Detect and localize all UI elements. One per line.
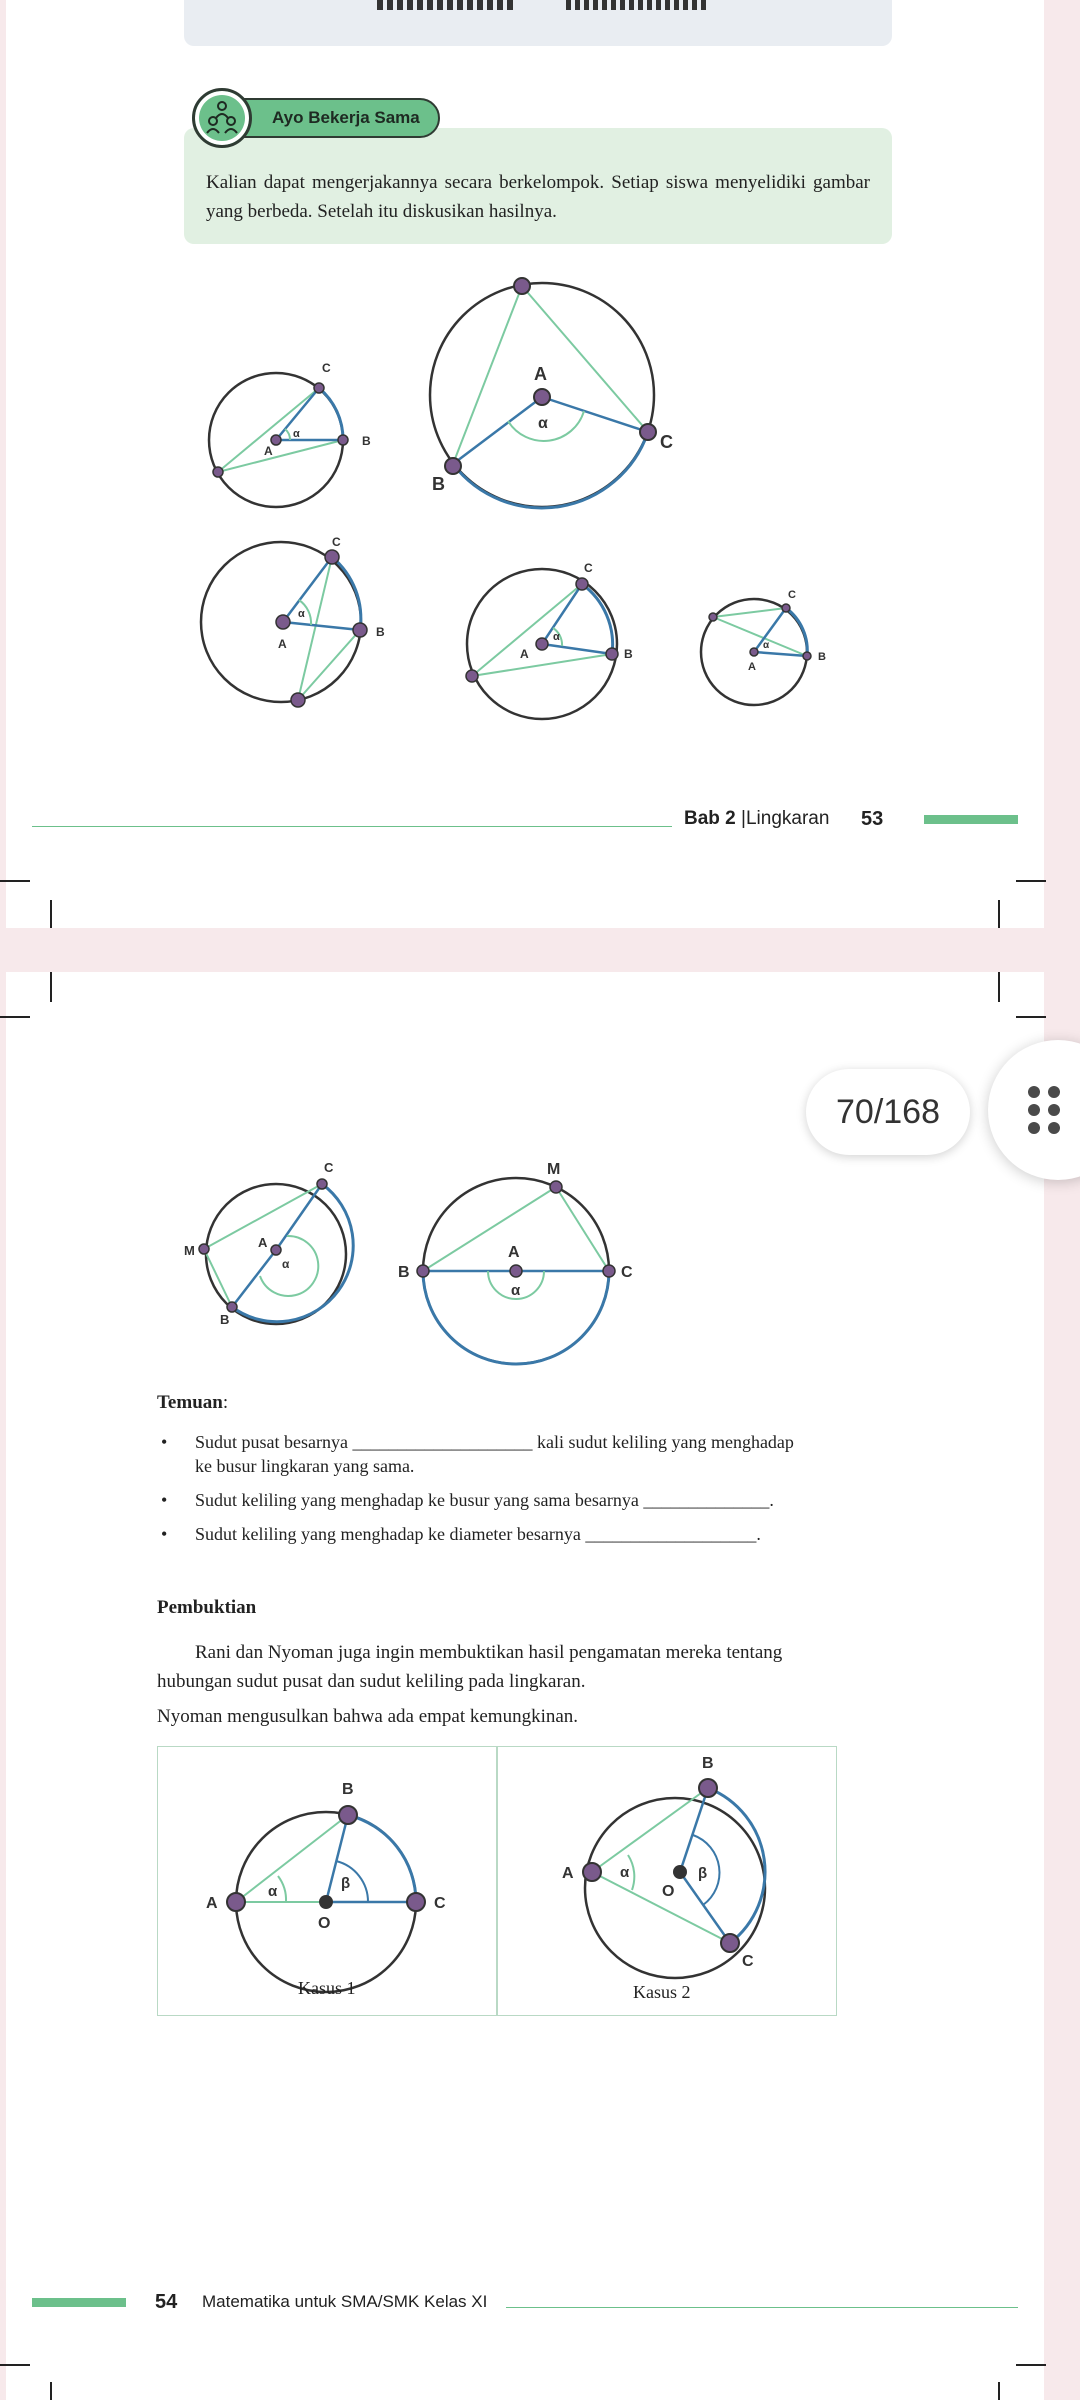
- figure-circle-6: [184, 1160, 353, 1327]
- footer-book-title: Matematika untuk SMA/SMK Kelas XI: [202, 2292, 488, 2311]
- circle-figures-page53: [6, 260, 1044, 720]
- crop-mark: [1016, 2364, 1046, 2366]
- footer-chapter-title: Lingkaran: [745, 808, 830, 829]
- crop-mark: [998, 2382, 1000, 2400]
- footer-accent-bar: [32, 2298, 126, 2307]
- label-a: A: [206, 1895, 218, 1912]
- label-alpha: α: [763, 640, 770, 651]
- circle-figures-page54: [6, 1122, 1044, 1352]
- label-m: M: [184, 1243, 195, 1258]
- proof-paragraph-2: Nyoman mengusulkan bahwa ada empat kemungkinan.: [157, 1706, 579, 1727]
- figure-circle-1: [209, 361, 371, 507]
- group-work-title: Ayo Bekerja Sama: [272, 108, 420, 127]
- label-b: B: [624, 647, 633, 661]
- label-a: A: [534, 364, 547, 384]
- label-b: B: [220, 1312, 230, 1327]
- findings-list: [157, 1430, 877, 1546]
- label-b: B: [818, 651, 826, 663]
- crop-mark: [1016, 880, 1046, 882]
- label-c: C: [584, 561, 593, 575]
- qr-code-right-icon: [566, 0, 706, 10]
- qr-code-panel: [184, 0, 892, 46]
- figure-circle-5: [701, 589, 826, 705]
- crop-mark: [998, 972, 1000, 1002]
- case-2-figure: [562, 1755, 765, 1978]
- label-b: B: [432, 474, 445, 494]
- figure-circle-2: [430, 278, 673, 508]
- label-alpha: α: [538, 415, 548, 432]
- label-beta: β: [341, 1875, 351, 1892]
- label-m: M: [547, 1161, 561, 1178]
- label-b: B: [702, 1755, 714, 1772]
- label-alpha: α: [282, 1257, 290, 1271]
- footer-chapter-label: Bab 2: [684, 808, 736, 829]
- list-item: • Sudut keliling yang menghadap ke diameter besarnya ___________________.: [161, 1524, 761, 1544]
- label-a: A: [278, 637, 287, 651]
- label-b: B: [342, 1781, 354, 1798]
- proof-paragraph-1: Rani dan Nyoman juga ingin membuktikan hasil pengamatan mereka tentang hubungan sudut pusat dan sudut keliling pada lingkaran.: [157, 1642, 783, 1692]
- figure-circle-3: [201, 535, 385, 707]
- label-o: O: [662, 1883, 675, 1900]
- label-c: C: [788, 589, 796, 601]
- footer-separator: |: [741, 808, 746, 829]
- label-alpha: α: [293, 428, 300, 440]
- label-alpha: α: [298, 608, 305, 620]
- figure-circle-7: [398, 1161, 633, 1364]
- label-b: B: [362, 434, 371, 448]
- label-alpha: α: [620, 1864, 630, 1881]
- label-a: A: [258, 1235, 268, 1250]
- findings-colon: :: [222, 1392, 229, 1413]
- label-alpha: α: [511, 1282, 521, 1299]
- page-number: 54: [155, 2291, 178, 2313]
- crop-mark: [0, 880, 30, 882]
- label-c: C: [621, 1264, 633, 1281]
- label-b: B: [376, 625, 385, 639]
- book-page-54: [6, 972, 1044, 2400]
- label-c: C: [332, 535, 341, 549]
- label-a: A: [508, 1244, 520, 1261]
- label-a: A: [520, 647, 529, 661]
- footer-rule: [32, 826, 672, 827]
- qr-code-left-icon: [377, 0, 517, 10]
- label-alpha: α: [553, 631, 560, 643]
- findings-heading: Temuan:: [157, 1392, 229, 1413]
- label-c: C: [742, 1953, 754, 1970]
- cases-figures: [157, 1746, 837, 2016]
- crop-mark: [998, 900, 1000, 928]
- page-counter-pill: [806, 1069, 970, 1155]
- footer-chapter: [684, 808, 829, 830]
- label-alpha: α: [268, 1883, 278, 1900]
- case-2-label: Kasus 2: [633, 1982, 691, 2002]
- case-1-figure: [206, 1781, 446, 1992]
- group-work-text: Kalian dapat mengerjakannya secara berkelompok. Setiap siswa menyelidiki gambar yang berbeda. Setelah itu diskusikan hasilnya.: [206, 172, 870, 222]
- footer-accent-bar: [924, 815, 1018, 824]
- list-item: • Sudut keliling yang menghadap ke busur yang sama besarnya ______________.: [161, 1490, 774, 1510]
- footer-rule: [506, 2307, 1018, 2308]
- page-counter: 70/168: [836, 1092, 940, 1131]
- label-b: B: [398, 1264, 410, 1281]
- label-a: A: [264, 444, 273, 458]
- crop-mark: [0, 1016, 30, 1018]
- list-item: • Sudut pusat besarnya ____________________ kali sudut keliling yang menghadap ke busur lingkaran yang sama.: [161, 1432, 794, 1476]
- case-1-label: Kasus 1: [298, 1978, 356, 1998]
- crop-mark: [0, 2364, 30, 2366]
- label-a: A: [562, 1865, 574, 1882]
- label-c: C: [322, 361, 331, 375]
- crop-mark: [1016, 1016, 1046, 1018]
- label-c: C: [434, 1895, 446, 1912]
- label-c: C: [324, 1160, 334, 1175]
- proof-heading: Pembuktian: [157, 1597, 257, 1618]
- label-beta: β: [698, 1865, 708, 1882]
- label-a: A: [748, 661, 756, 673]
- crop-mark: [50, 900, 52, 928]
- group-people-icon: [192, 88, 252, 148]
- crop-mark: [50, 2382, 52, 2400]
- label-o: O: [318, 1915, 331, 1932]
- book-page-53: [6, 0, 1044, 928]
- crop-mark: [50, 972, 52, 1002]
- label-c: C: [660, 432, 673, 452]
- page-number: 53: [861, 808, 884, 830]
- figure-circle-4: [466, 561, 633, 719]
